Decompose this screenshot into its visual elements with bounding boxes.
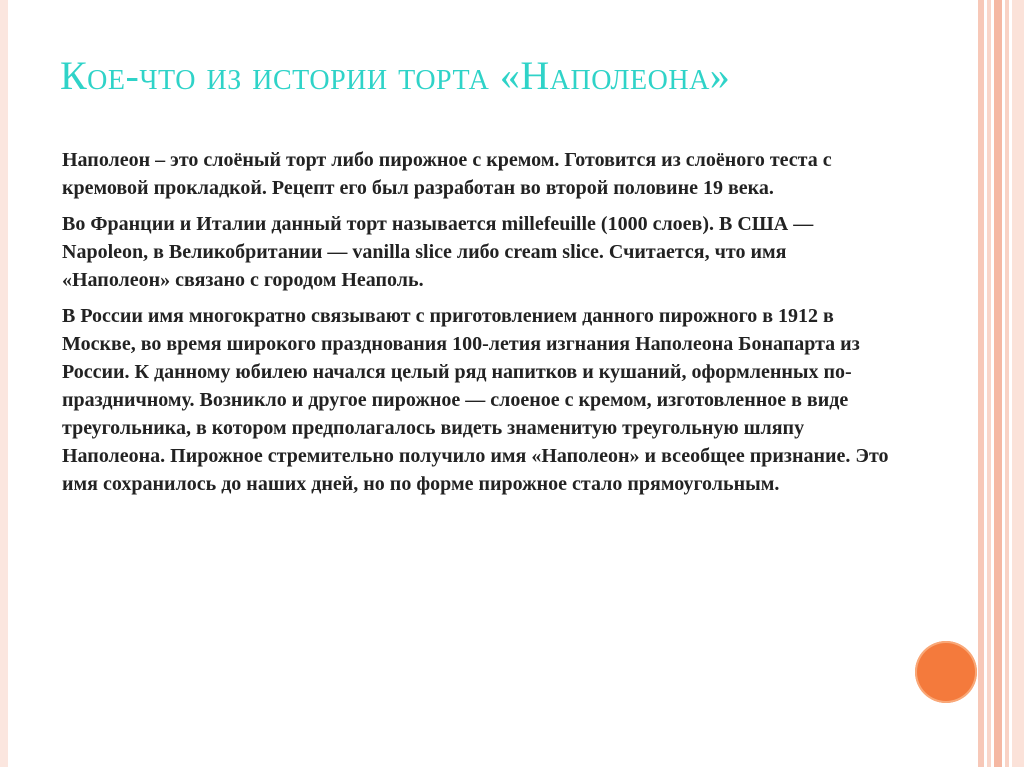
paragraph: В России имя многократно связывают с приготовлением данного пирожного в 1912 в Москве, во время широкого празднования 100-летия изгнания Наполеона Бонапарта из России. К данному юбилею начался целый ряд напитков и кушаний, оформленных по-праздничному. Возникло и другое пирожное — слоеное с кремом, изготовленное в виде треугольника, в котором предполагалось видеть знаменитую треугольную шляпу Наполеона. Пирожное стремительно получило имя «Наполеон» и всеобщее признание. Это имя сохранилось до наших дней, но по форме пирожное стало прямоугольным. (62, 305, 889, 495)
slide-body (62, 146, 892, 506)
slide-title: Кое-что из истории торта «Наполеона» (60, 53, 731, 98)
left-border-stripe (0, 0, 8, 767)
right-decor-stripe (987, 0, 991, 767)
paragraph: Во Франции и Италии данный торт называется millefeuille (1000 слоев). В США — Napoleon, в Великобритании — vanilla slice либо cream slice. Считается, что имя «Наполеон» связано с городом Неаполь. (62, 213, 814, 291)
right-decor-stripe (1012, 0, 1024, 767)
decorative-circle (915, 641, 977, 703)
paragraph: Наполеон – это слоёный торт либо пирожное с кремом. Готовится из слоёного теста с кремовой прокладкой. Рецепт его был разработан во второй половине 19 века. (62, 149, 832, 199)
right-decor-stripe (978, 0, 984, 767)
right-decor-stripe (1005, 0, 1009, 767)
right-decor-stripe (994, 0, 1002, 767)
